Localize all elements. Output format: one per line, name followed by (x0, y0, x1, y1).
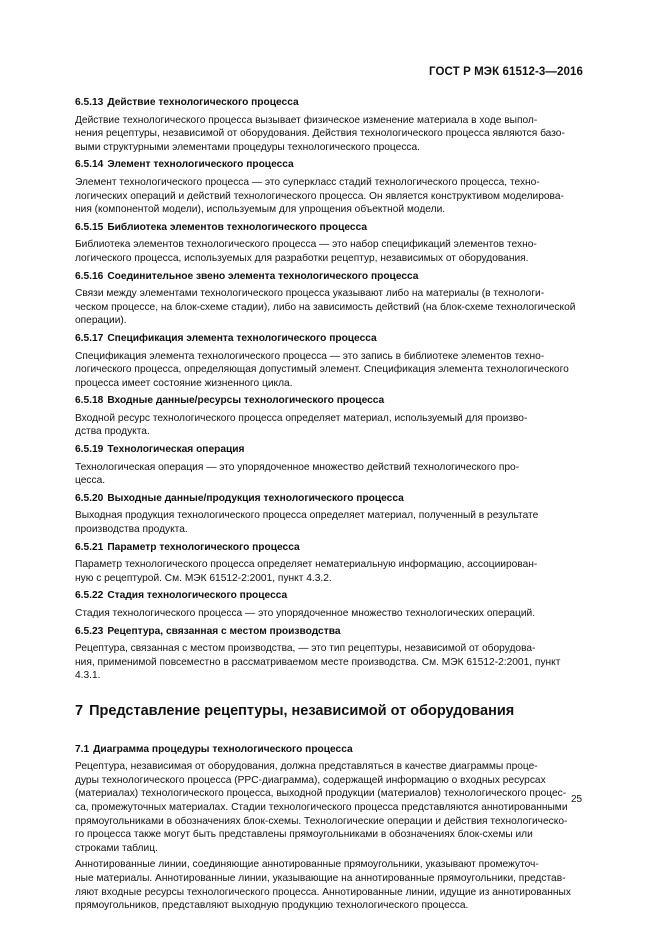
text-line: Элемент технологического процесса — это суперкласс стадий технологического процесса, техно- (75, 176, 540, 188)
text-line: производства продукта. (75, 524, 188, 536)
paragraph (75, 760, 583, 855)
clause-heading (75, 743, 583, 757)
text-line: ные материалы. Аннотированные линии, указывающие на аннотированные прямоугольники, представ- (75, 872, 566, 884)
text-line: дства продукта. (75, 426, 150, 438)
clause-title: Входные данные/ресурсы технологического процесса (107, 395, 385, 407)
text-line: 4.3.1. (75, 670, 101, 682)
text-line: го процесса также могут быть представлены прямоугольниками в обозначениях блок-схемы или (75, 829, 533, 841)
clause-title: Рецептура, связанная с местом производства (107, 625, 341, 637)
paragraph (75, 509, 583, 536)
clause-heading (75, 332, 583, 346)
text-line: ляют входные ресурсы технологического процесса. Аннотированные линии, идущие из аннотированных (75, 886, 571, 898)
text-line: Рецептура, независимая от оборудования, должна представляться в качестве диаграммы проце- (75, 761, 538, 773)
text-line: ния, применимой повсеместно в рассматриваемом месте производства. См. МЭК 61512-2:2001, пункт (75, 656, 561, 668)
text-line: логического процесса, определяющая допустимый элемент. Спецификация элемента технологического (75, 364, 569, 376)
paragraph (75, 350, 583, 391)
paragraph (75, 287, 583, 328)
clause-heading (75, 492, 583, 506)
text-line: прямоугольниками в обозначениях блок-схемы. Технологические операции и действия технологическо- (75, 815, 568, 827)
clause-heading (75, 541, 583, 555)
clause-heading (75, 270, 583, 284)
paragraph (75, 461, 583, 488)
section-heading (75, 702, 583, 719)
clause-heading (75, 394, 583, 408)
paragraph (75, 558, 583, 585)
clause-number: 6.5.18 (75, 395, 104, 407)
text-line: логического процесса, используемых для разработки рецептур, независимых от оборудования. (75, 252, 529, 264)
clause-heading (75, 589, 583, 603)
text-line: Спецификация элемента технологического процесса — это запись в библиотеке элементов техно- (75, 350, 545, 362)
clause-number: 6.5.20 (75, 492, 104, 504)
clause-heading (75, 158, 583, 172)
text-line: Входной ресурс технологического процесса определяет материал, используемый для произво- (75, 412, 528, 424)
clause-title: Соединительное звено элемента технологического процесса (107, 270, 419, 282)
paragraph (75, 607, 583, 621)
text-line: (материалах) технологического процесса, выходной продукции (материалов) технологического процес- (75, 788, 567, 800)
clause-title: Спецификация элемента технологического процесса (107, 332, 377, 344)
section-title: Представление рецептуры, независимой от оборудования (89, 702, 515, 719)
clause-heading (75, 221, 583, 235)
clause-number: 6.5.19 (75, 444, 104, 456)
text-line: Действие технологического процесса вызывает физическое изменение материала в ходе выпол- (75, 114, 538, 126)
clause-title: Выходные данные/продукция технологического процесса (107, 492, 404, 504)
page-number: 25 (571, 794, 583, 805)
text-line: ческом процессе, на блок-схеме стадии), либо на зависимость действий (на блок-схеме технологической (75, 301, 576, 313)
text-line: Параметр технологического процесса определяет нематериальную информацию, ассоциирован- (75, 559, 538, 571)
clause-number: 6.5.22 (75, 590, 104, 602)
clause-heading (75, 625, 583, 639)
paragraph (75, 238, 583, 265)
text-line: ния (компонентой модели), используемым для упрощения объектной модели. (75, 204, 446, 216)
clause-heading (75, 443, 583, 457)
clause-number: 7.1 (75, 743, 90, 755)
text-line: цесса. (75, 475, 106, 487)
text-line: процесса имеет состояние жизненного цикла. (75, 377, 293, 389)
text-line: выми структурными элементами процедуры технологического процесса. (75, 141, 421, 153)
clause-title: Элемент технологического процесса (107, 159, 294, 171)
text-line: нения рецептуры, независимой от оборудования. Действия технологического процесса являются базо- (75, 128, 565, 140)
text-line: Рецептура, связанная с местом производства, — это тип рецептуры, независимой от оборудова- (75, 643, 536, 655)
text-line: Технологическая операция — это упорядоченное множество действий технологического про- (75, 461, 520, 473)
text-line: ную с рецептурой. См. МЭК 61512-2:2001, пункт 4.3.2. (75, 572, 332, 584)
clause-number: 6.5.13 (75, 97, 104, 108)
text-line: дуры технологического процесса (PPC-диаграмма), содержащей информацию о входных ресурсах (75, 774, 546, 786)
clause-number: 6.5.21 (75, 541, 104, 553)
paragraph (75, 642, 583, 683)
clause-number: 6.5.15 (75, 221, 104, 233)
clause-title: Стадия технологического процесса (107, 590, 288, 602)
text-line: Аннотированные линии, соединяющие аннотированные прямоугольники, указывают промежуточ- (75, 859, 539, 871)
clause-title: Технологическая операция (107, 444, 245, 456)
text-line: са, промежуточных материалах. Стадии технологического процесса представляются аннотированными (75, 801, 568, 813)
paragraph (75, 858, 583, 912)
clause-title: Библиотека элементов технологического процесса (107, 221, 368, 233)
clause-number: 6.5.16 (75, 270, 104, 282)
text-line: прямоугольников, представляют выходную продукцию технологического процесса. (75, 900, 469, 912)
text-line: Связи между элементами технологического процесса указывают либо на материалы (в технологи- (75, 288, 545, 300)
text-line: Выходная продукция технологического процесса определяет материал, полученный в результате (75, 510, 539, 522)
document-body (75, 92, 583, 916)
clause-title: Действие технологического процесса (107, 97, 299, 108)
text-line: Библиотека элементов технологического процесса — это набор спецификаций элементов техно- (75, 239, 537, 251)
paragraph (75, 412, 583, 439)
text-line: строками таблиц. (75, 842, 158, 854)
paragraph (75, 176, 583, 217)
section-number: 7 (75, 702, 84, 719)
clause-heading (75, 96, 583, 110)
document-header: ГОСТ Р МЭК 61512-3—2016 (429, 66, 583, 78)
text-line: Стадия технологического процесса — это упорядоченное множество технологических операций. (75, 608, 536, 619)
clause-number: 6.5.23 (75, 625, 104, 637)
clause-title: Диаграмма процедуры технологического процесса (93, 743, 353, 755)
text-line: операции). (75, 315, 127, 327)
text-line: логических операций и действий технологического процесса. Он является конструктивом моделирова- (75, 190, 564, 202)
clause-number: 6.5.14 (75, 159, 104, 171)
clause-title: Параметр технологического процесса (107, 541, 300, 553)
clause-number: 6.5.17 (75, 332, 104, 344)
paragraph (75, 114, 583, 155)
